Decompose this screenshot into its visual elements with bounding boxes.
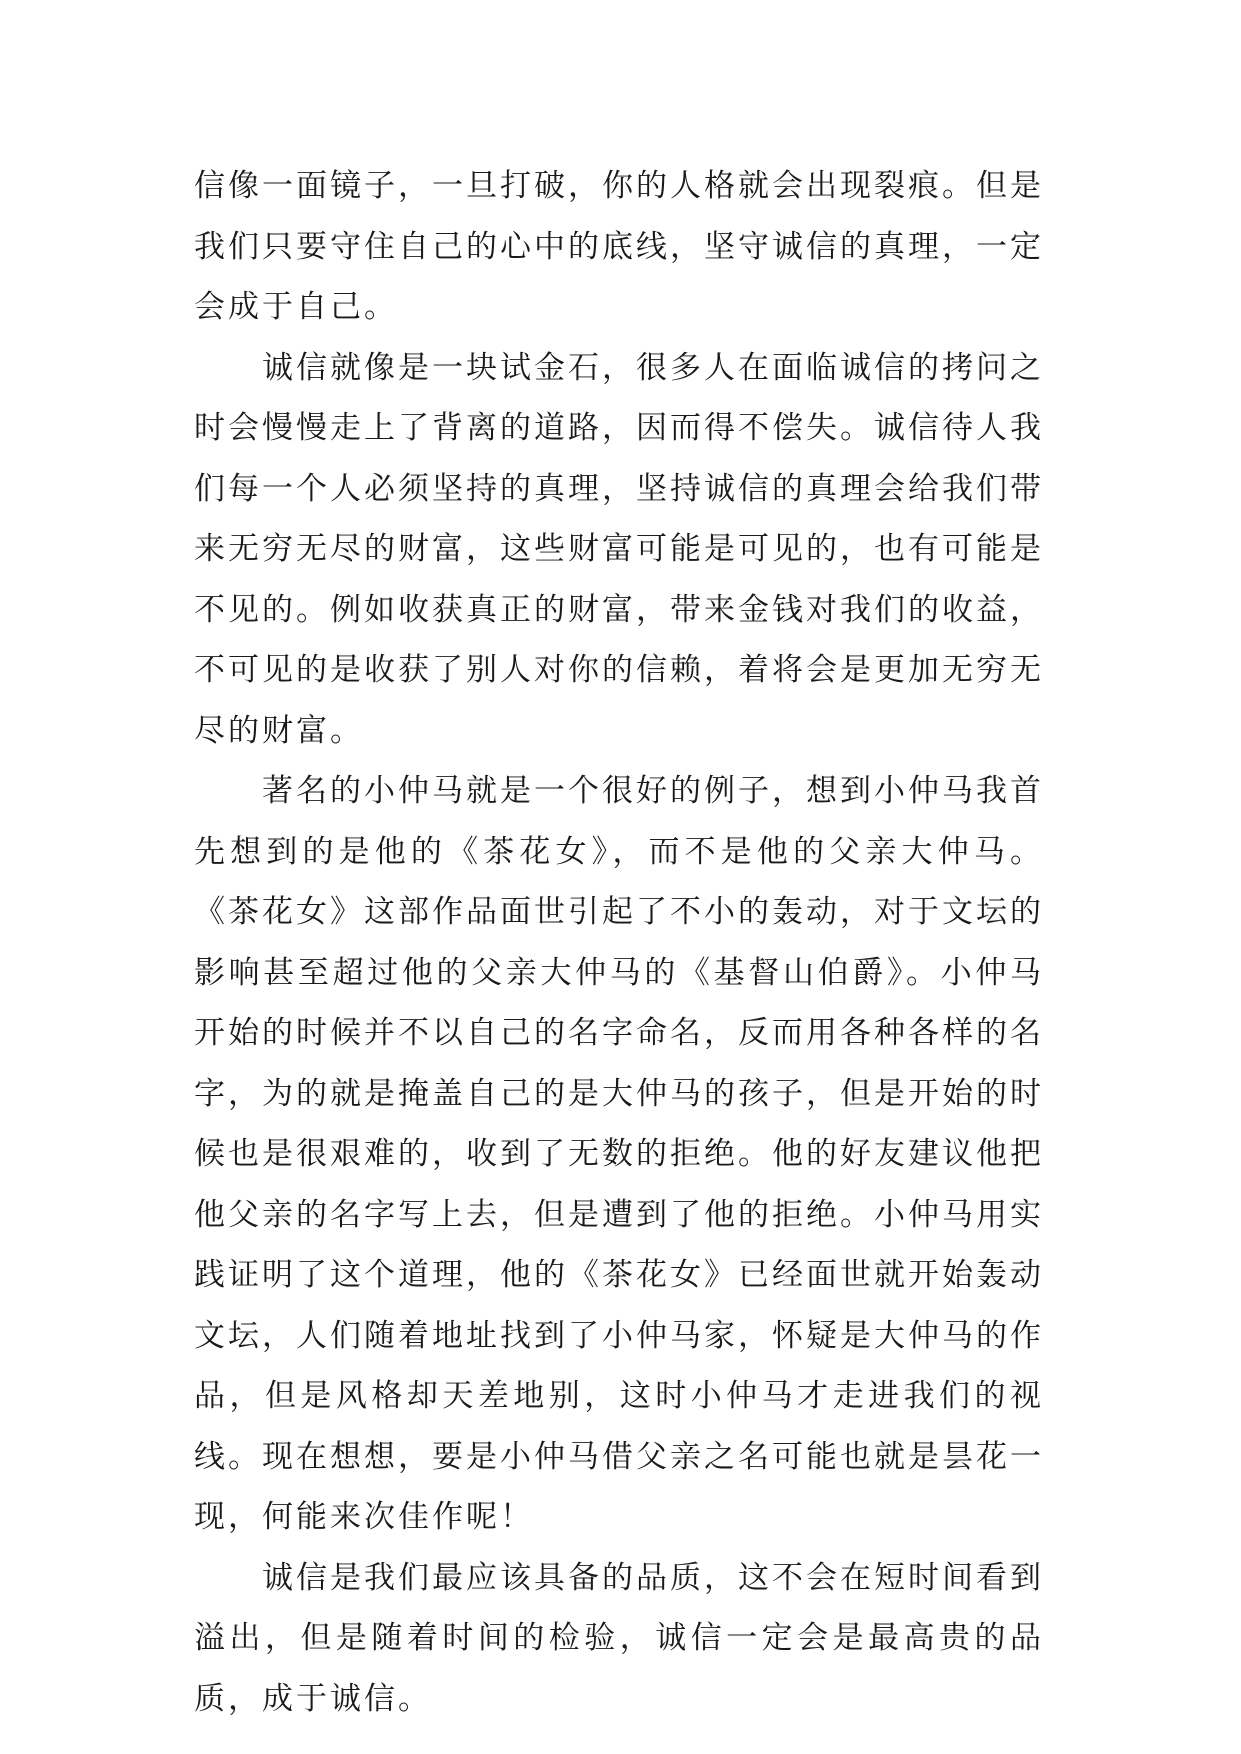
essay-body (194, 156, 1044, 1729)
paragraph-continuation: 信像一面镜子，一旦打破，你的人格就会出现裂痕。但是我们只要守住自己的心中的底线，坚守诚信的真理，一定会成于自己。 (194, 168, 1044, 325)
paragraph-conclusion: 诚信是我们最应该具备的品质，这不会在短时间看到溢出，但是随着时间的检验，诚信一定会是最高贵的品质，成于诚信。 (194, 1559, 1044, 1717)
paragraph-touchstone: 诚信就像是一块试金石，很多人在面临诚信的拷问之时会慢慢走上了背离的道路，因而得不偿失。诚信待人我们每一个人必须坚持的真理，坚持诚信的真理会给我们带来无穷无尽的财富，这些财富可能是可见的，也有可能是不见的。例如收获真正的财富，带来金钱对我们的收益，不可见的是收获了别人对你的信赖，着将会是更加无穷无尽的财富。 (194, 349, 1044, 749)
paragraph-dumas-example: 著名的小仲马就是一个很好的例子，想到小仲马我首先想到的是他的《茶花女》，而不是他的父亲大仲马。《茶花女》这部作品面世引起了不小的轰动，对于文坛的影响甚至超过他的父亲大仲马的《基督山伯爵》。小仲马开始的时候并不以自己的名字命名，反而用各种各样的名字，为的就是掩盖自己的是大仲马的孩子，但是开始的时候也是很艰难的，收到了无数的拒绝。他的好友建议他把他父亲的名字写上去，但是遭到了他的拒绝。小仲马用实践证明了这个道理，他的《茶花女》已经面世就开始轰动文坛，人们随着地址找到了小仲马家，怀疑是大仲马的作品，但是风格却天差地别，这时小仲马才走进我们的视线。现在想想，要是小仲马借父亲之名可能也就是昙花一现，何能来次佳作呢！ (194, 773, 1044, 1535)
